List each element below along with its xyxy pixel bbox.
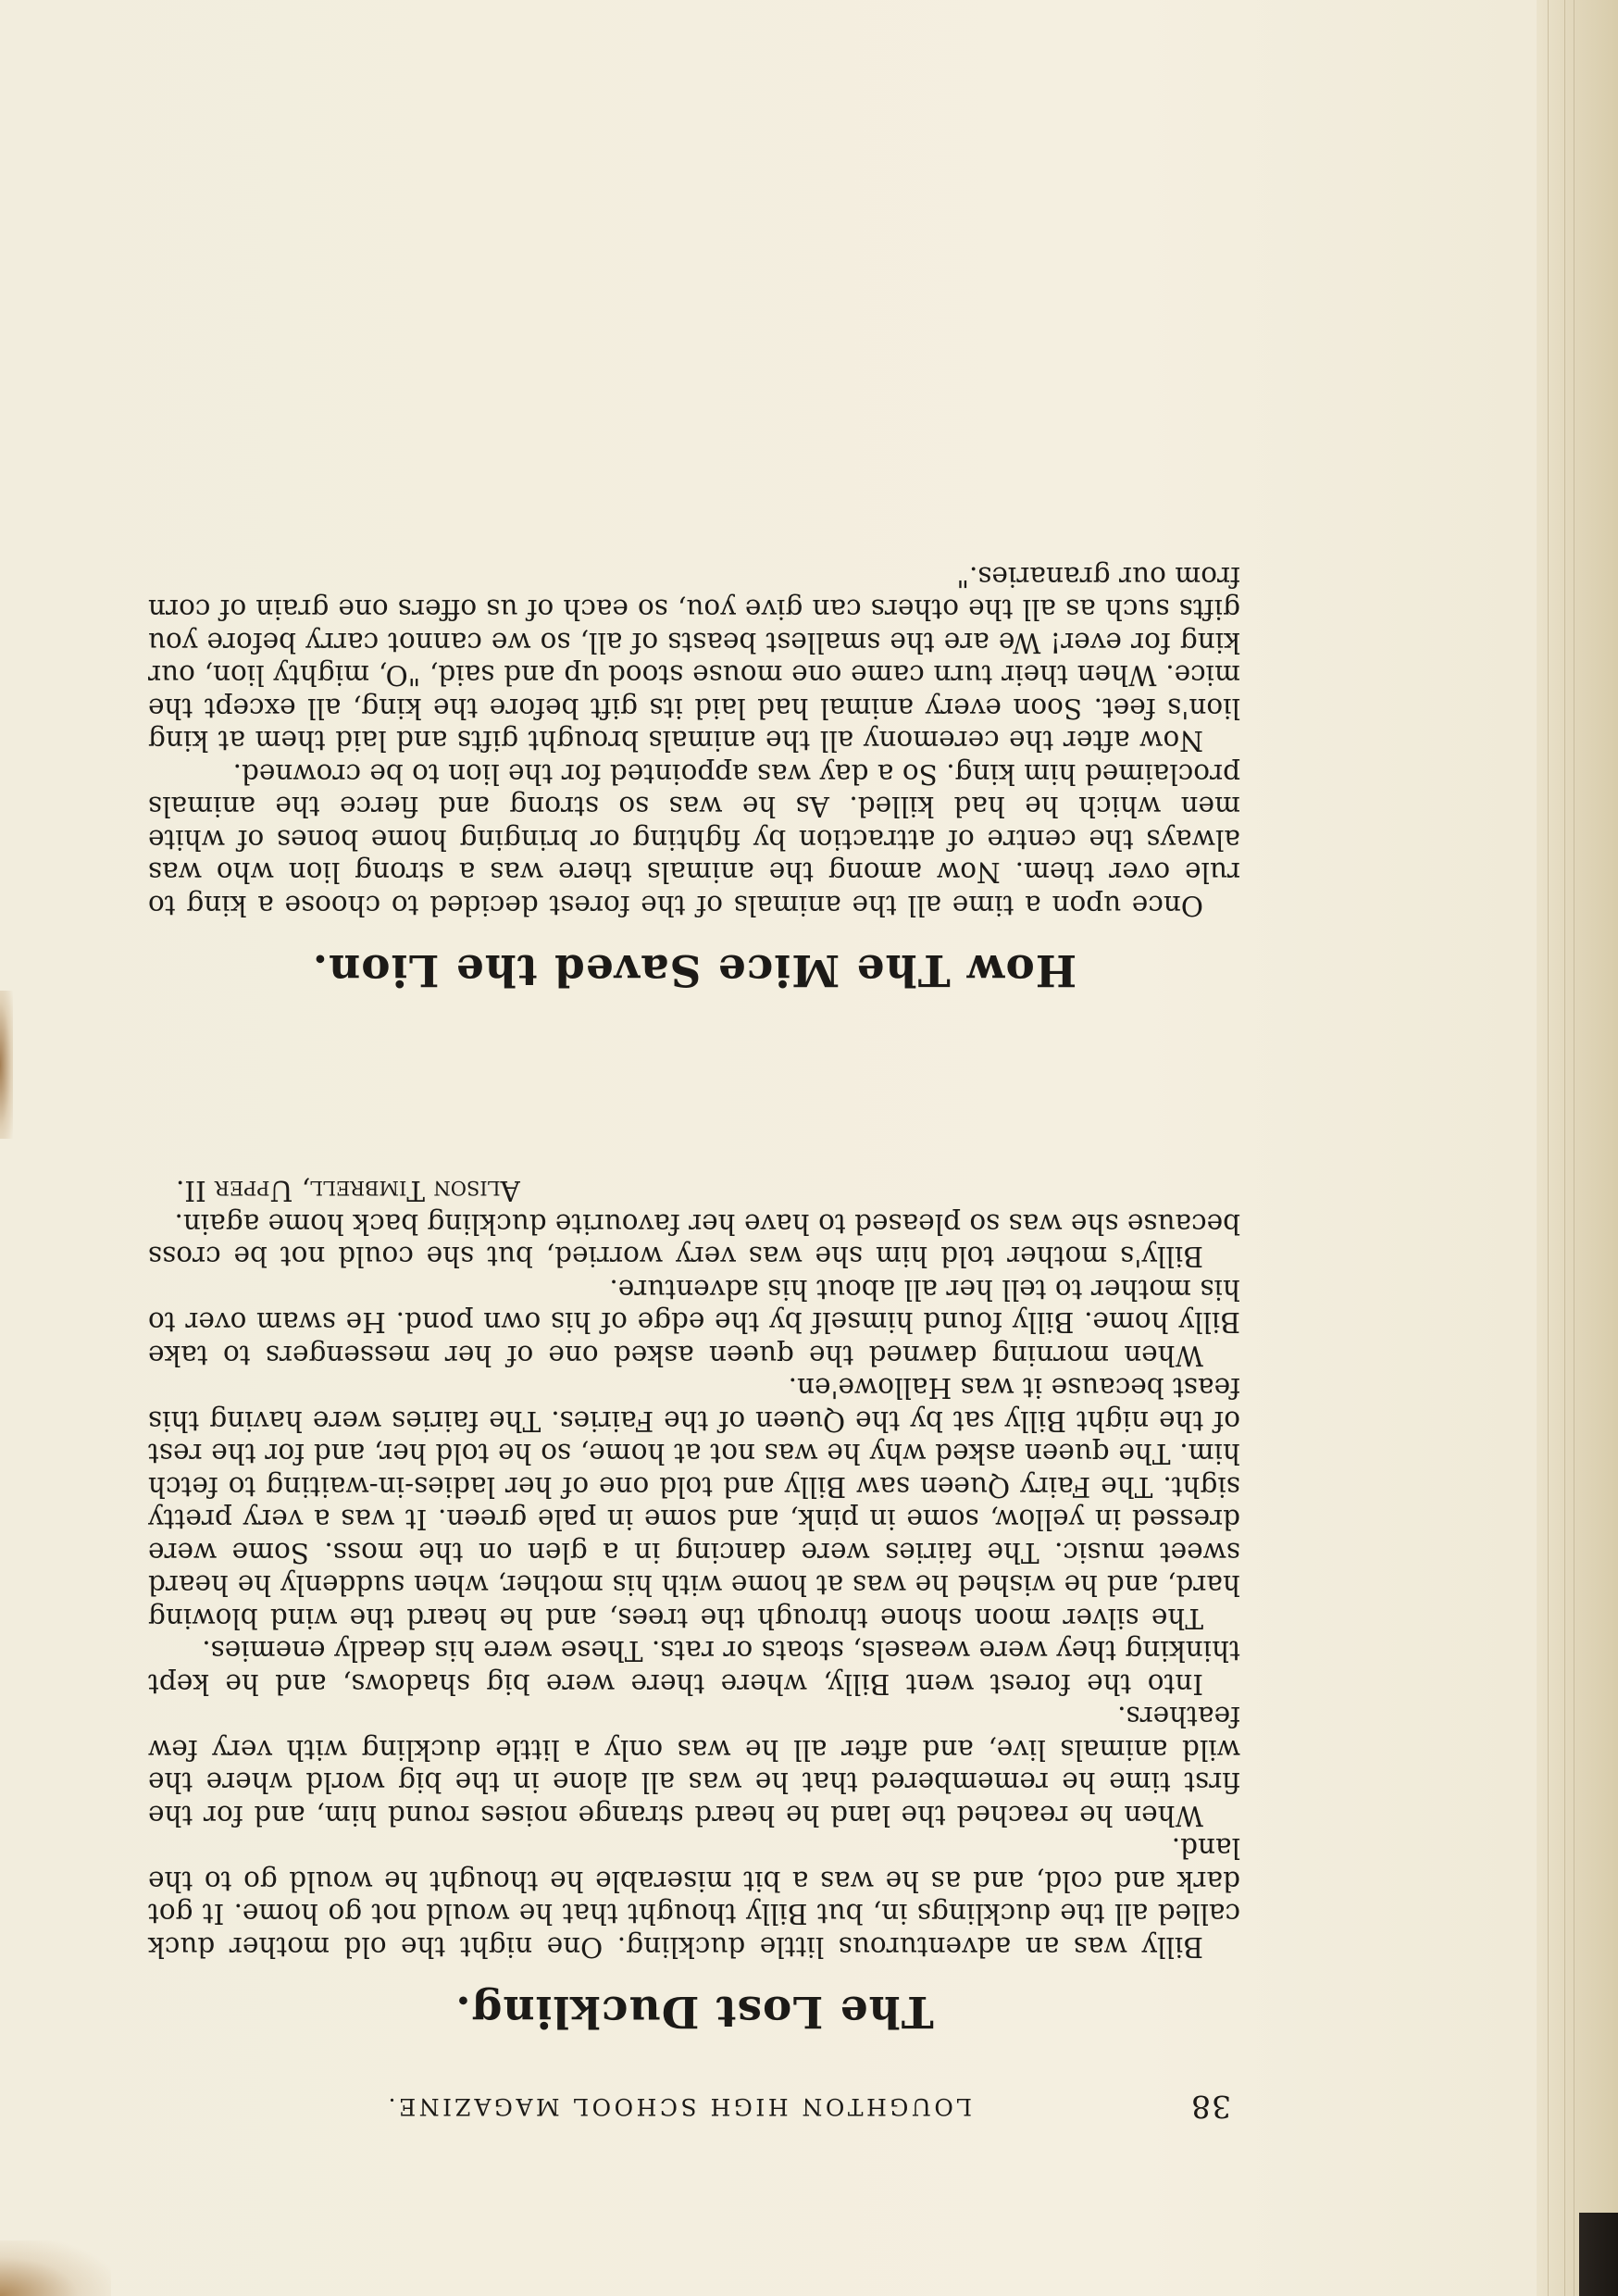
printed-page [148, 190, 1240, 2125]
magazine-title: LOUGHTON HIGH SCHOOL MAGAZINE. [385, 2093, 972, 2120]
paragraph: Now after the ceremony all the animals brought gifts and laid them at king lion's feet. Soon every animal had laid its gift before the king, all except the mice. When their turn came one mouse stood up and said, "O, mighty lion, our king for ever! We are the smallest beasts of all, so we cannot carry before you gifts such as all the others can give you, so each of us offers one grain of corn from our granaries." [148, 561, 1240, 757]
paragraph: The silver moon shone through the trees, and he heard the wind blowing hard, and he wished he was at home with his mother, when suddenly he heard sweet music. The fairies were dancing in a glen on the moss. Some were dressed in yellow, some in pink, and some in pale green. It was a very pretty sight. The Fairy Queen saw Billy and told one of her ladies-in-waiting to fetch him. The queen asked why he was not at home, so he told her, and for the rest of the night Billy sat by the Queen of the Fairies. The fairies were having this feast because it was Hallowe'en. [148, 1372, 1240, 1634]
running-head [157, 2088, 1231, 2125]
paragraph: When morning dawned the queen asked one of her messengers to take Billy home. Billy found himself by the edge of his own pond. He swam over to his mother to tell her all about his adventure. [148, 1274, 1240, 1371]
page-edge-line [1564, 0, 1565, 2296]
paragraph: When he reached the land he heard strange noises round him, and for the first time he remembered that he was all alone in the big world where the wild animals live, and after all he was only a little duckling with very few feathers. [148, 1701, 1240, 1831]
story-body [148, 1174, 1240, 1963]
paragraph: Billy was an adventurous little duckling. One night the old mother duck called all the ducklings in, but Billy thought that he would not go home. It got dark and cold, and as he was a bit miserable he thought he would go to the land. [148, 1832, 1240, 1963]
paragraph: Billy's mother told him she was very worried, but she could not be cross because she was so pleased to have her favourite duckling back home again. [148, 1208, 1240, 1273]
paper-stain [0, 2240, 111, 2296]
book-spine-corner [1579, 2213, 1618, 2296]
story-title: The Lost Duckling. [454, 1986, 934, 2037]
paper-stain [0, 991, 13, 1139]
page-number: 38 [1190, 2089, 1231, 2125]
paragraph: Once upon a time all the animals of the forest decided to choose a king to rule over them. Now among the animals there was a strong lion who was always the centre of attraction by fighting or bringing home bones of white men which he had killed. As he was so strong and fierce the animals proclaimed him king. So a day was appointed for the lion to be crowned. [148, 758, 1240, 921]
binding-edge [1537, 0, 1618, 2296]
author-credit: Alison Timbrell, Upper II. [176, 1175, 520, 1207]
story-body [148, 560, 1240, 922]
page-edge-line [1548, 0, 1549, 2296]
story-title: How The Mice Saved the Lion. [311, 944, 1077, 995]
paragraph: Into the forest went Billy, where there were big shadows, and he kept thinking they were weasels, stoats or rats. These were his deadly enemies. [148, 1635, 1240, 1700]
